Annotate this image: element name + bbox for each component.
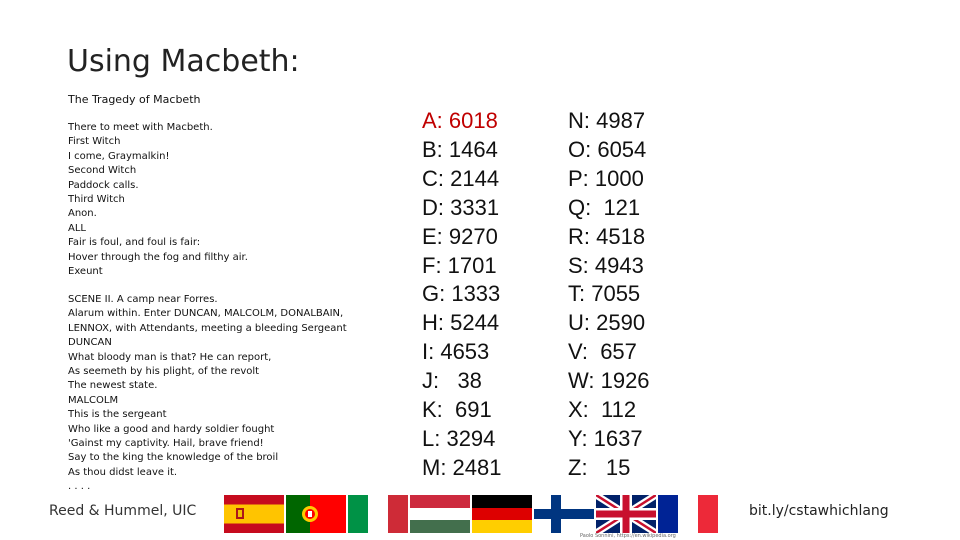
letter-count: Z: 15	[568, 454, 631, 480]
play-title: The Tragedy of Macbeth	[68, 93, 201, 106]
passage-line: Say to the king the knowledge of the broil	[68, 452, 279, 464]
passage-line: Fair is foul, and foul is fair:	[68, 237, 201, 249]
spain-flag-icon	[224, 495, 284, 533]
uk-flag-icon	[596, 495, 656, 533]
passage-line: LENNOX, with Attendants, meeting a bleeding Sergeant	[68, 322, 347, 334]
letter-count: A: 6018	[422, 108, 498, 133]
passage-line: Second Witch	[68, 165, 137, 177]
passage-line: What bloody man is that? He can report,	[68, 351, 272, 363]
passage-line: MALCOLM	[68, 394, 119, 406]
passage-line: Alarum within. Enter DUNCAN, MALCOLM, DONALBAIN,	[68, 308, 344, 320]
portugal-flag-icon	[286, 495, 346, 533]
flag-credit: Paolo Sonnini, https://en.wikipedia.org	[580, 533, 676, 539]
letter-counts-a-m	[422, 107, 502, 483]
letter-count: D: 3331	[422, 194, 500, 220]
letter-count: T: 7055	[568, 281, 641, 307]
letter-count: G: 1333	[422, 281, 501, 307]
letter-count: P: 1000	[568, 165, 644, 191]
germany-flag-icon	[472, 495, 532, 533]
letter-counts-n-z	[568, 107, 650, 483]
letter-count: Q: 121	[568, 194, 641, 220]
letter-count: F: 1701	[422, 252, 497, 278]
letter-count: C: 2144	[422, 165, 500, 191]
passage-line: This is the sergeant	[68, 409, 167, 421]
passage-line: As thou didst leave it.	[68, 466, 178, 478]
letter-count: R: 4518	[568, 223, 646, 249]
hungary-flag-icon	[410, 495, 470, 533]
letter-count: O: 6054	[568, 136, 647, 162]
passage-line: Paddock calls.	[68, 179, 139, 191]
letter-count: J: 38	[422, 368, 482, 394]
passage-line: ALL	[68, 222, 86, 234]
passage-line: 'Gainst my captivity. Hail, brave friend!	[68, 438, 264, 450]
language-flags	[224, 495, 720, 533]
passage-line: Exeunt	[68, 266, 103, 278]
letter-count: N: 4987	[568, 108, 646, 133]
letter-count: W: 1926	[568, 368, 650, 394]
passage-line: Hover through the fog and filthy air.	[68, 251, 248, 263]
passage-line: I come, Graymalkin!	[68, 150, 170, 162]
passage-witches	[68, 121, 248, 279]
passage-line: Third Witch	[68, 194, 125, 206]
passage-line: As seemeth by his plight, of the revolt	[68, 366, 260, 378]
letter-count: S: 4943	[568, 252, 644, 278]
passage-line: There to meet with Macbeth.	[68, 122, 213, 133]
letter-count: M: 2481	[422, 454, 502, 480]
letter-count: E: 9270	[422, 223, 498, 249]
passage-scene-two	[68, 293, 347, 495]
passage-line: First Witch	[68, 136, 121, 148]
letter-count: X: 112	[568, 397, 637, 423]
passage-line: SCENE II. A camp near Forres.	[68, 294, 218, 305]
letter-count: H: 5244	[422, 310, 500, 336]
short-link[interactable]: bit.ly/cstawhichlang	[749, 503, 889, 519]
letter-count: B: 1464	[422, 136, 498, 162]
passage-line: . . . .	[68, 481, 91, 493]
passage-line: The newest state.	[68, 380, 158, 392]
passage-line: Anon.	[68, 208, 97, 220]
finland-flag-icon	[534, 495, 594, 533]
letter-count: V: 657	[568, 339, 637, 365]
letter-count: Y: 1637	[568, 425, 643, 451]
authors-footer: Reed & Hummel, UIC	[49, 503, 197, 519]
slide-title: Using Macbeth:	[67, 44, 300, 79]
letter-count: K: 691	[422, 397, 492, 423]
passage-line: DUNCAN	[68, 337, 112, 349]
france-flag-icon	[658, 495, 718, 533]
passage-line: Who like a good and hardy soldier fought	[68, 423, 275, 435]
letter-count: I: 4653	[422, 339, 490, 365]
letter-count: L: 3294	[422, 425, 496, 451]
italy-flag-icon	[348, 495, 408, 533]
letter-count: U: 2590	[568, 310, 646, 336]
